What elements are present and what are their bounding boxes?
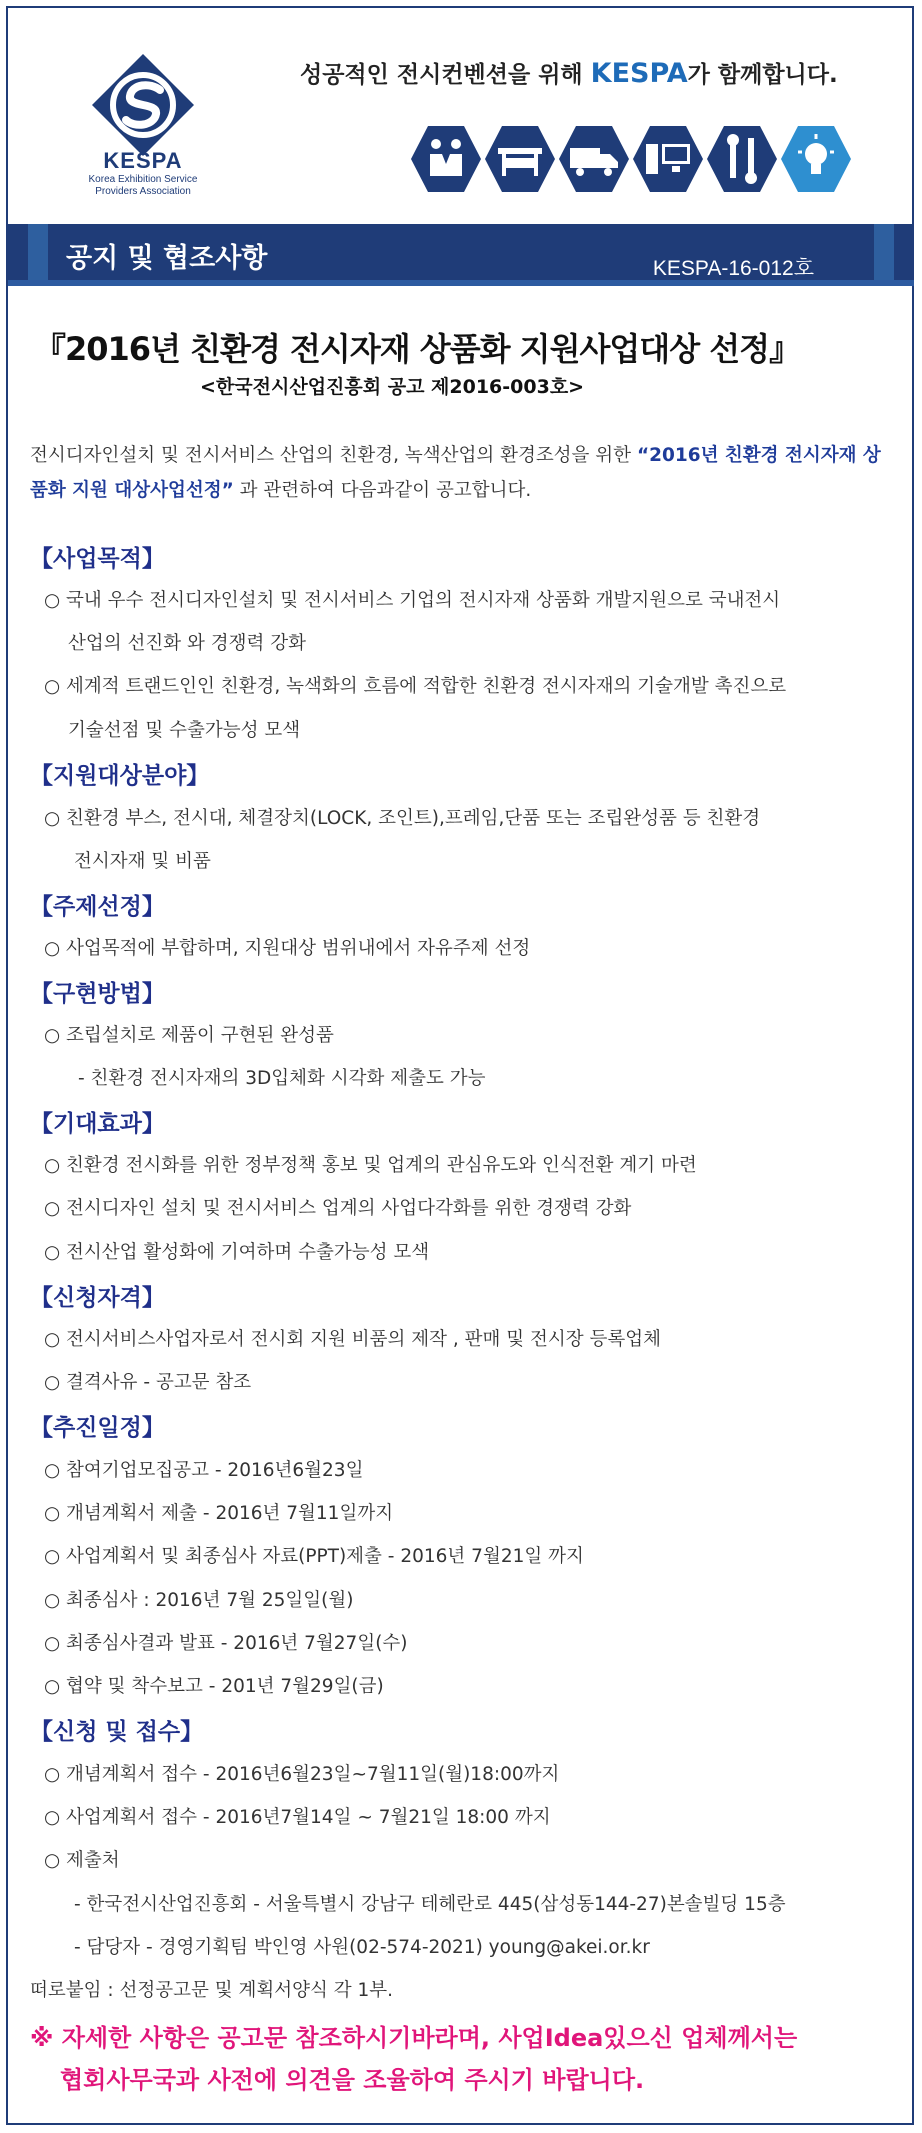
slogan-pre: 성공적인 전시컨벤션을 위해 <box>300 62 591 88</box>
section-line: ○ 협약 및 착수보고 - 201년 7월29일(금) <box>44 1676 384 1697</box>
section-heading: 【추진일정】 <box>30 1415 165 1441</box>
notice-number: KESPA-16-012호 <box>652 257 814 280</box>
section-heading: 【신청 및 접수】 <box>30 1719 204 1745</box>
truck-icon <box>558 124 630 194</box>
section-line: ○ 국내 우수 전시디자인설치 및 전시서비스 기업의 전시자재 상품화 개발지원으로 국내전시 <box>44 590 781 611</box>
slogan <box>300 56 838 89</box>
section-heading: 【신청자격】 <box>30 1285 165 1311</box>
section-line: 전시자재 및 비품 <box>74 851 211 872</box>
logo-subtitle-line1: Korea Exhibition Service <box>88 174 198 185</box>
logo-subtitle-line2: Providers Association <box>95 186 191 197</box>
desk-icon <box>484 124 556 194</box>
closing-note-line1: ※ 자세한 사항은 공고문 참조하시기바라며, 사업Idea있으신 업체께서는 <box>30 2024 798 2052</box>
section-line: - 친환경 전시자재의 3D입체화 시각화 제출도 가능 <box>78 1068 486 1089</box>
notice-subtitle: <한국전시산업진흥회 공고 제2016-003호> <box>200 376 585 398</box>
slogan-brand: KESPA <box>590 58 688 89</box>
section-line: ○ 전시디자인 설치 및 전시서비스 업계의 사업다각화를 위한 경쟁력 강화 <box>44 1198 632 1219</box>
section-line: ○ 사업계획서 접수 - 2016년7월14일 ~ 7월21일 18:00 까지 <box>44 1807 551 1828</box>
section-line: ○ 전시산업 활성화에 기여하며 수출가능성 모색 <box>44 1242 430 1263</box>
intro-text-end: 과 관련하여 다음과같이 공고합니다. <box>233 480 532 501</box>
notice-title: 『2016년 친환경 전시자재 상품화 지원사업대상 선정』 <box>34 330 801 368</box>
section-line: 기술선점 및 수출가능성 모색 <box>68 720 301 741</box>
banner-stripe-left <box>28 224 48 286</box>
section-line: ○ 전시서비스사업자로서 전시회 지원 비품의 제작 , 판매 및 전시장 등록업체 <box>44 1329 661 1350</box>
section-heading: 【사업목적】 <box>30 546 165 572</box>
banner-stripe-right <box>874 224 894 286</box>
intro-paragraph <box>30 438 890 508</box>
handshake-icon <box>410 124 482 194</box>
section-heading: 【기대효과】 <box>30 1111 165 1137</box>
slogan-post: 가 함께합니다. <box>687 62 838 88</box>
logo-emblem-icon <box>90 52 196 158</box>
section-line: ○ 친환경 부스, 전시대, 체결장치(LOCK, 조인트),프레임,단품 또는 조립완성품 등 친환경 <box>44 808 761 829</box>
section-line: ○ 사업목적에 부합하며, 지원대상 범위내에서 자유주제 선정 <box>44 938 531 959</box>
section-line: ○ 개념계획서 접수 - 2016년6월23일~7월11일(월)18:00까지 <box>44 1764 560 1785</box>
section-line: ○ 조립설치로 제품이 구현된 완성품 <box>44 1025 334 1046</box>
section-line: ○ 사업계획서 및 최종심사 자료(PPT)제출 - 2016년 7월21일 까지 <box>44 1546 584 1567</box>
tools-icon <box>706 124 778 194</box>
section-line: ○ 세계적 트랜드인인 친환경, 녹색화의 흐름에 적합한 친환경 전시자재의 기술개발 촉진으로 <box>44 676 787 697</box>
section-heading: 【지원대상분야】 <box>30 763 210 789</box>
section-line: 산업의 선진화 와 경쟁력 강화 <box>68 633 306 654</box>
banner-title: 공지 및 협조사항 <box>66 243 268 274</box>
computer-icon <box>632 124 704 194</box>
logo-subtitle <box>78 174 208 198</box>
section-line: ○ 친환경 전시화를 위한 정부정책 홍보 및 업계의 관심유도와 인식전환 계기 마련 <box>44 1155 697 1176</box>
section-line: ○ 제출처 <box>44 1850 120 1871</box>
section-line: ○ 최종심사 : 2016년 7월 25일일(월) <box>44 1590 354 1611</box>
intro-text: 전시디자인설치 및 전시서비스 산업의 친환경, 녹색산업의 환경조성을 위한 <box>30 445 637 466</box>
section-line: - 한국전시산업진흥회 - 서울특별시 강남구 테헤란로 445(삼성동144-27)본솔빌딩 15층 <box>74 1894 786 1915</box>
attachment-note: 떠로붙임 : 선정공고문 및 계획서양식 각 1부. <box>30 1980 393 2001</box>
section-line: ○ 개념계획서 제출 - 2016년 7월11일까지 <box>44 1503 394 1524</box>
section-heading: 【구현방법】 <box>30 981 165 1007</box>
section-heading: 【주제선정】 <box>30 894 165 920</box>
notice-banner <box>8 224 914 286</box>
closing-note-line2: 협회사무국과 사전에 의견을 조율하여 주시기 바랍니다. <box>60 2066 645 2094</box>
section-line: ○ 최종심사결과 발표 - 2016년 7월27일(수) <box>44 1633 408 1654</box>
lightbulb-icon <box>780 124 852 194</box>
section-line: ○ 결격사유 - 공고문 참조 <box>44 1372 252 1393</box>
section-line: ○ 참여기업모집공고 - 2016년6월23일 <box>44 1460 364 1481</box>
logo-name: KESPA <box>103 148 183 173</box>
contact-line: - 담당자 - 경영기획팀 박인영 사원(02-574-2021) young@akei.or.kr <box>74 1937 650 1958</box>
intro-emphasis: “2016년 친환경 전시자재 상품화 지원 대상사업선정” <box>30 445 881 501</box>
